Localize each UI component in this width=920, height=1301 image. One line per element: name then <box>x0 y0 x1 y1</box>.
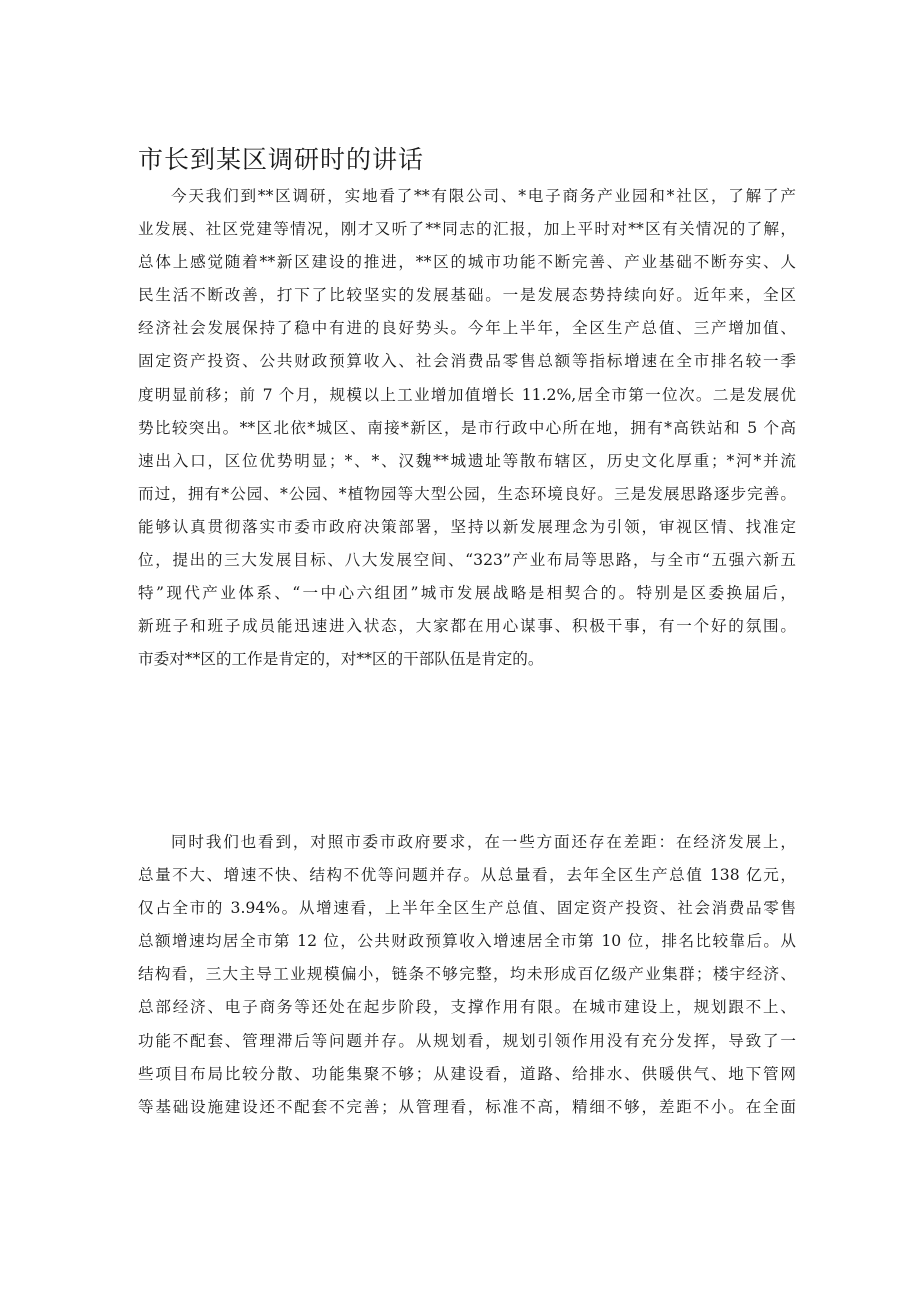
text-line: 今天我们到**区调研，实地看了**有限公司、*电子商务产业园和*社区，了解了产 <box>171 187 796 205</box>
text-line: 位，提出的三大发展目标、八大发展空间、“323”产业布局等思路，与全市“五强六新五 <box>138 551 796 570</box>
text-line: 新班子和班子成员能迅速进入状态，大家都在用心谋事、积极干事，有一个好的氛围。 <box>138 617 796 636</box>
text-line: 等基础设施建设还不配套不完善；从管理看，标准不高，精细不够，差距不小。在全面 <box>138 1097 796 1116</box>
text-line: 经济社会发展保持了稳中有进的良好势头。今年上半年，全区生产总值、三产增加值、 <box>138 319 796 338</box>
text-line: 功能不配套、管理滞后等问题并存。从规划看，规划引领作用没有充分发挥，导致了一 <box>138 1031 796 1050</box>
text-line: 势比较突出。**区北依*城区、南接*新区，是市行政中心所在地，拥有*高铁站和 5 个高 <box>138 418 796 437</box>
text-line: 速出入口，区位优势明显；*、*、汉魏**城遗址等散布辖区，历史文化厚重；*河*并流 <box>138 451 796 470</box>
text-line: 而过，拥有*公园、*公园、*植物园等大型公园，生态环境良好。三是发展思路逐步完善。 <box>138 484 796 503</box>
paragraph-2 <box>138 826 796 1124</box>
text-line: 总额增速均居全市第 12 位，公共财政预算收入增速居全市第 10 位，排名比较靠后。从 <box>138 932 796 951</box>
text-line: 总部经济、电子商务等还处在起步阶段，支撑作用有限。在城市建设上，规划跟不上、 <box>138 998 796 1017</box>
paragraph-1 <box>138 180 796 676</box>
text-line: 总量不大、增速不快、结构不优等问题并存。从总量看，去年全区生产总值 138 亿元， <box>138 866 796 885</box>
text-line: 固定资产投资、公共财政预算收入、社会消费品零售总额等指标增速在全市排名较一季 <box>138 352 796 371</box>
text-line: 业发展、社区党建等情况，刚才又听了**同志的汇报，加上平时对**区有关情况的了解， <box>138 220 796 239</box>
text-line: 市委对**区的工作是肯定的，对**区的干部队伍是肯定的。 <box>138 650 544 669</box>
document-title: 市长到某区调研时的讲话 <box>138 145 425 174</box>
text-line: 能够认真贯彻落实市委市政府决策部署，坚持以新发展理念为引领，审视区情、找准定 <box>138 517 796 536</box>
text-line: 特”现代产业体系、“一中心六组团”城市发展战略是相契合的。特别是区委换届后， <box>138 584 796 603</box>
text-line: 仅占全市的 3.94%。从增速看，上半年全区生产总值、固定资产投资、社会消费品零售 <box>138 899 796 918</box>
text-line: 民生活不断改善，打下了比较坚实的发展基础。一是发展态势持续向好。近年来，全区 <box>138 286 796 305</box>
text-line: 结构看，三大主导工业规模偏小，链条不够完整，均未形成百亿级产业集群；楼宇经济、 <box>138 965 796 984</box>
text-line: 总体上感觉随着**新区建设的推进，**区的城市功能不断完善、产业基础不断夯实、人 <box>138 253 796 272</box>
text-line: 度明显前移；前 7 个月，规模以上工业增加值增长 11.2%,居全市第一位次。二是发展优 <box>138 385 796 404</box>
text-line: 些项目布局比较分散、功能集聚不够；从建设看，道路、给排水、供暖供气、地下管网 <box>138 1064 796 1083</box>
text-line: 同时我们也看到，对照市委市政府要求，在一些方面还存在差距：在经济发展上， <box>171 833 796 851</box>
